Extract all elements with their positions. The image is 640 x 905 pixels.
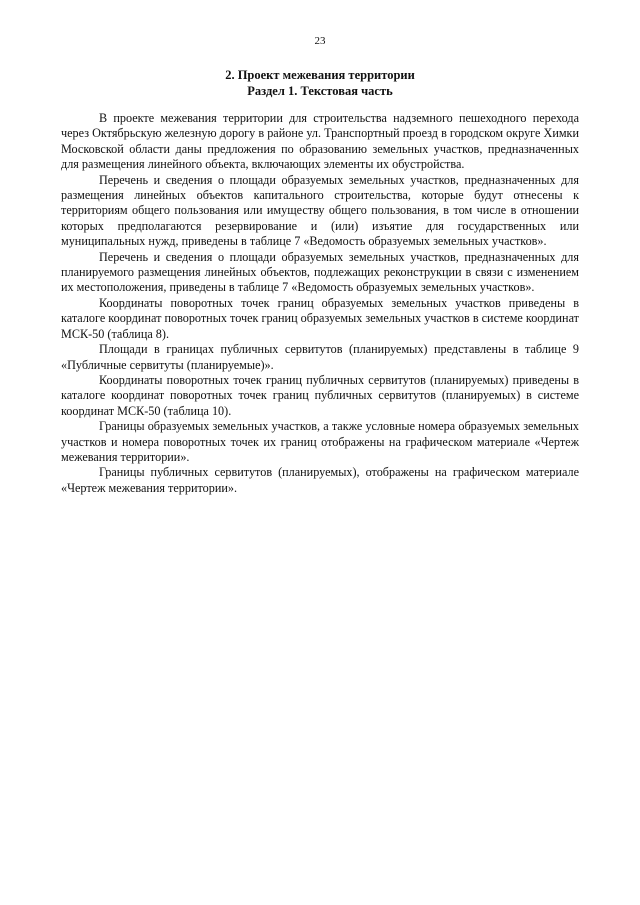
- paragraph: Площади в границах публичных сервитутов (планируемых) представлены в таблице 9 «Публичные сервитуты (планируемые)».: [61, 342, 579, 372]
- paragraph: Границы образуемых земельных участков, а также условные номера образуемых земельных участков и номера поворотных точек их границ отображены на графическом материале «Чертеж межевания территории».: [61, 419, 579, 464]
- paragraph: Границы публичных сервитутов (планируемых), отображены на графическом материале «Чертеж межевания территории».: [61, 465, 579, 495]
- paragraph: В проекте межевания территории для строительства надземного пешеходного перехода через Октябрьскую железную дорогу в районе ул. Транспортный проезд в городском округе Химки Московской области даны предложения по образованию земельных участков, предназначенных для размещения линейного объекта, включающих элементы их обустройства.: [61, 111, 579, 172]
- heading-title: 2. Проект межевания территории: [225, 68, 415, 82]
- heading-subtitle: Раздел 1. Текстовая часть: [247, 84, 393, 98]
- paragraph: Перечень и сведения о площади образуемых земельных участков, предназначенных для планируемого размещения линейных объектов, подлежащих реконструкции в связи с изменением их местоположения, приведены в таблице 7 «Ведомость образуемых земельных участков».: [61, 249, 579, 295]
- document-body: [61, 111, 579, 496]
- paragraph: Координаты поворотных точек границ образуемых земельных участков приведены в каталоге координат поворотных точек границ образуемых земельных участков в системе координат МСК-50 (таблица 8).: [61, 295, 579, 341]
- section-heading: [0, 67, 640, 99]
- page-number: 23: [314, 35, 326, 47]
- paragraph: Координаты поворотных точек границ публичных сервитутов (планируемых) приведены в каталоге координат поворотных точек границ публичных сервитутов (планируемых) в системе координат МСК-50 (таблица 10).: [61, 372, 579, 418]
- paragraph: Перечень и сведения о площади образуемых земельных участков, предназначенных для размещения линейных объектов капитального строительства, которые будут отнесены к территориям общего пользования или имуществу общего пользования, в том числе в отношении которых предполагаются резервирование и (или) изъятие для государственных или муниципальных нужд, приведены в таблице 7 «Ведомость образуемых земельных участков».: [61, 172, 579, 249]
